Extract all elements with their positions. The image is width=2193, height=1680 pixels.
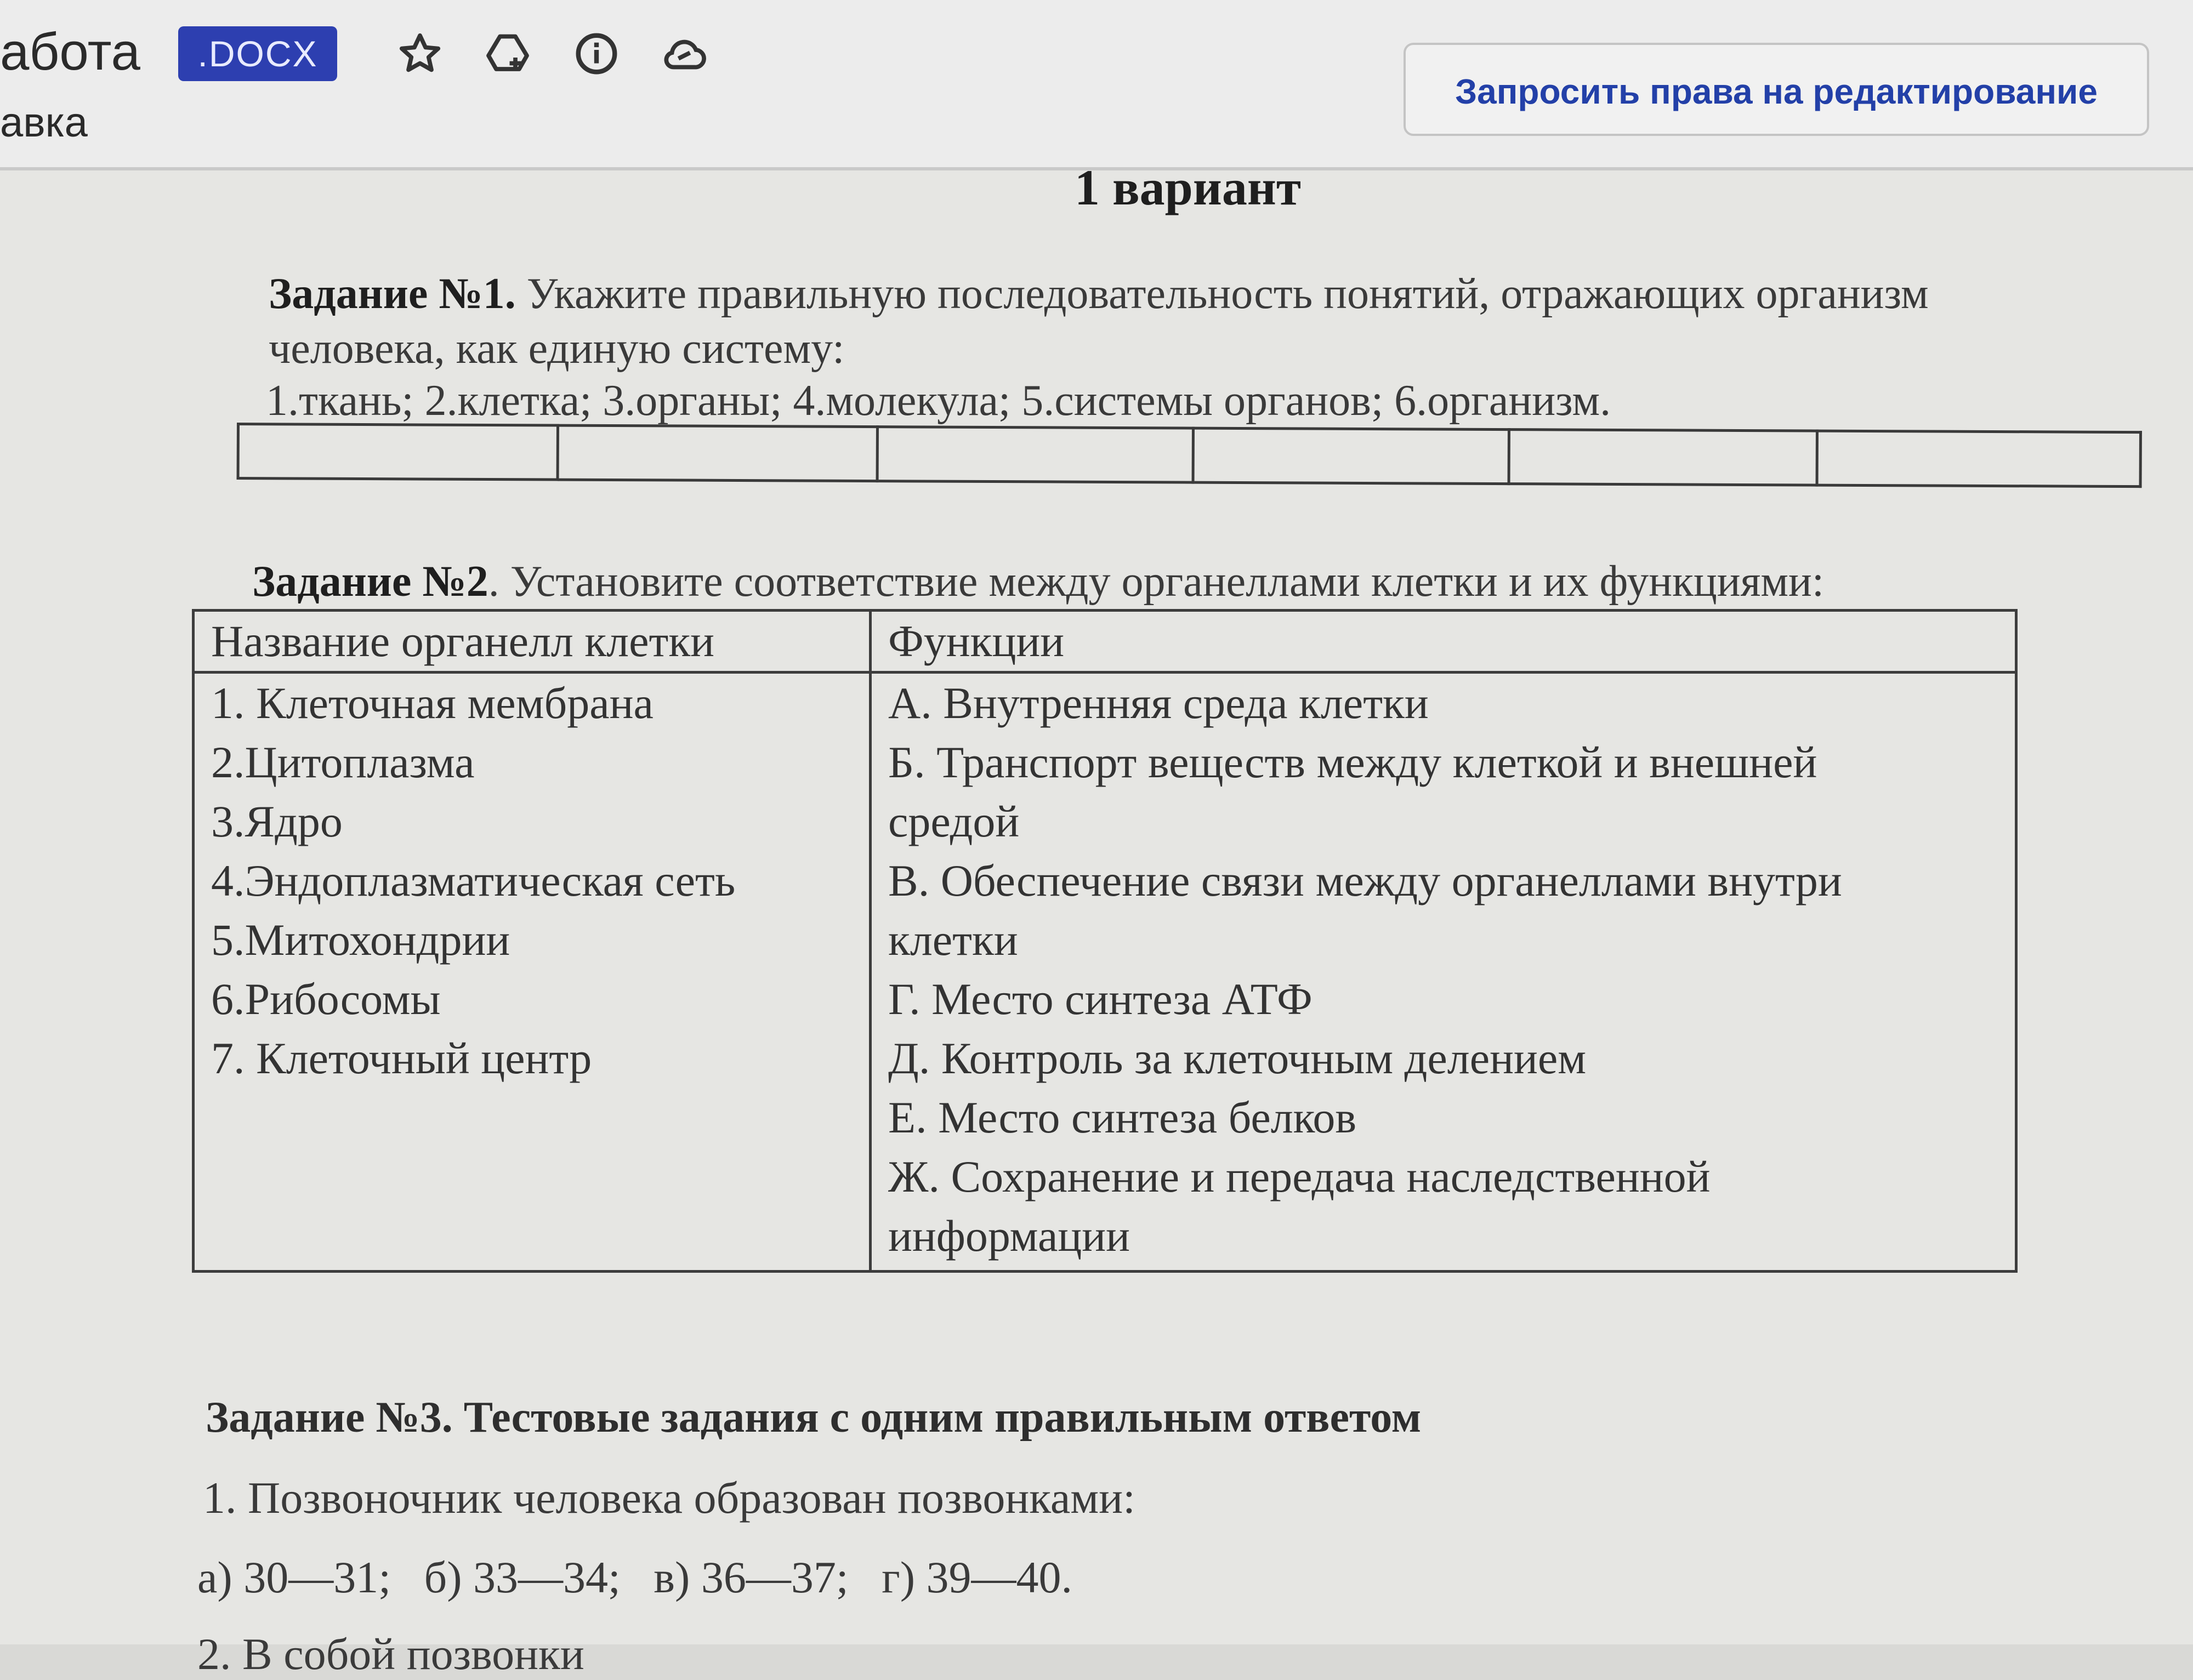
task3-heading: Задание №3. Тестовые задания с одним правильным ответом bbox=[206, 1393, 1422, 1442]
task2-text: . Установите соответствие между органеллами клетки и их функциями: bbox=[488, 557, 1825, 606]
function-item: Б. Транспорт веществ между клеткой и внешней bbox=[888, 737, 1817, 787]
star-icon[interactable] bbox=[395, 29, 445, 79]
function-item: В. Обеспечение связи между органеллами внутри bbox=[888, 856, 1842, 906]
organelle-item: 6.Рибосомы bbox=[211, 974, 441, 1024]
answer-cell[interactable] bbox=[1509, 430, 1817, 485]
organelle-item: 5.Митохондрии bbox=[211, 915, 510, 965]
answer-cell[interactable] bbox=[1193, 428, 1509, 484]
variant-heading: 1 вариант bbox=[1075, 160, 1302, 215]
answer-cell[interactable] bbox=[1817, 431, 2140, 487]
function-item: А. Внутренняя среда клетки bbox=[888, 678, 1429, 728]
task3-question-1: 1. Позвоночник человека образован позвонками: bbox=[203, 1473, 1135, 1523]
organelle-item: 1. Клеточная мембрана bbox=[211, 678, 654, 728]
task3-question-2-partial: 2. В собой позвонки bbox=[197, 1629, 584, 1679]
task2-heading bbox=[252, 557, 1824, 607]
answer-option: в) 36—37; bbox=[654, 1552, 849, 1602]
task1-label: Задание №1. bbox=[269, 270, 516, 318]
organelle-item: 3.Ядро bbox=[211, 796, 343, 846]
menu-item-insert[interactable]: авка bbox=[0, 99, 88, 146]
organelle-item: 7. Клеточный центр bbox=[211, 1033, 592, 1083]
organelles-matching-table bbox=[192, 609, 2018, 1273]
document-page bbox=[0, 160, 2193, 1679]
sequence-answer-table bbox=[237, 423, 2142, 488]
cloud-status-icon[interactable] bbox=[659, 29, 709, 79]
organelle-item: 2.Цитоплазма bbox=[211, 737, 475, 787]
document-title[interactable]: абота bbox=[0, 22, 140, 81]
function-item: клетки bbox=[888, 915, 1018, 965]
organelles-cell bbox=[194, 673, 871, 1272]
functions-cell bbox=[871, 673, 2016, 1272]
task1-items: 1.ткань; 2.клетка; 3.органы; 4.молекула; 5.системы органов; 6.организм. bbox=[266, 377, 1611, 425]
task1-heading bbox=[269, 266, 2078, 376]
column-header-functions: Функции bbox=[871, 611, 2016, 673]
task1-text: Укажите правильную последовательность понятий, отражающих организм человека, как единую систему: bbox=[269, 270, 1929, 373]
answer-cell[interactable] bbox=[238, 424, 558, 480]
organelle-item: 4.Эндоплазматическая сеть bbox=[211, 856, 736, 906]
task3-question-1-options bbox=[197, 1552, 1094, 1603]
function-item: информации bbox=[888, 1211, 1130, 1261]
answer-option: б) 33—34; bbox=[424, 1552, 621, 1602]
add-to-drive-icon[interactable] bbox=[482, 29, 533, 79]
function-item: средой bbox=[888, 796, 1020, 846]
viewer-toolbar bbox=[0, 0, 2193, 170]
request-edit-access-button[interactable]: Запросить права на редактирование bbox=[1404, 43, 2149, 136]
function-item: Г. Место синтеза АТФ bbox=[888, 974, 1313, 1024]
file-format-badge: .DOCX bbox=[178, 26, 337, 81]
answer-cell[interactable] bbox=[558, 425, 877, 481]
info-icon[interactable] bbox=[571, 29, 622, 79]
answer-option: г) 39—40. bbox=[882, 1552, 1073, 1602]
function-item: Е. Место синтеза белков bbox=[888, 1092, 1357, 1142]
column-header-organelles: Название органелл клетки bbox=[194, 611, 871, 673]
task2-label: Задание №2 bbox=[252, 557, 488, 606]
answer-cell[interactable] bbox=[877, 427, 1193, 483]
answer-option: а) 30—31; bbox=[197, 1552, 391, 1602]
function-item: Д. Контроль за клеточным делением bbox=[888, 1033, 1587, 1083]
function-item: Ж. Сохранение и передача наследственной bbox=[888, 1152, 1711, 1201]
